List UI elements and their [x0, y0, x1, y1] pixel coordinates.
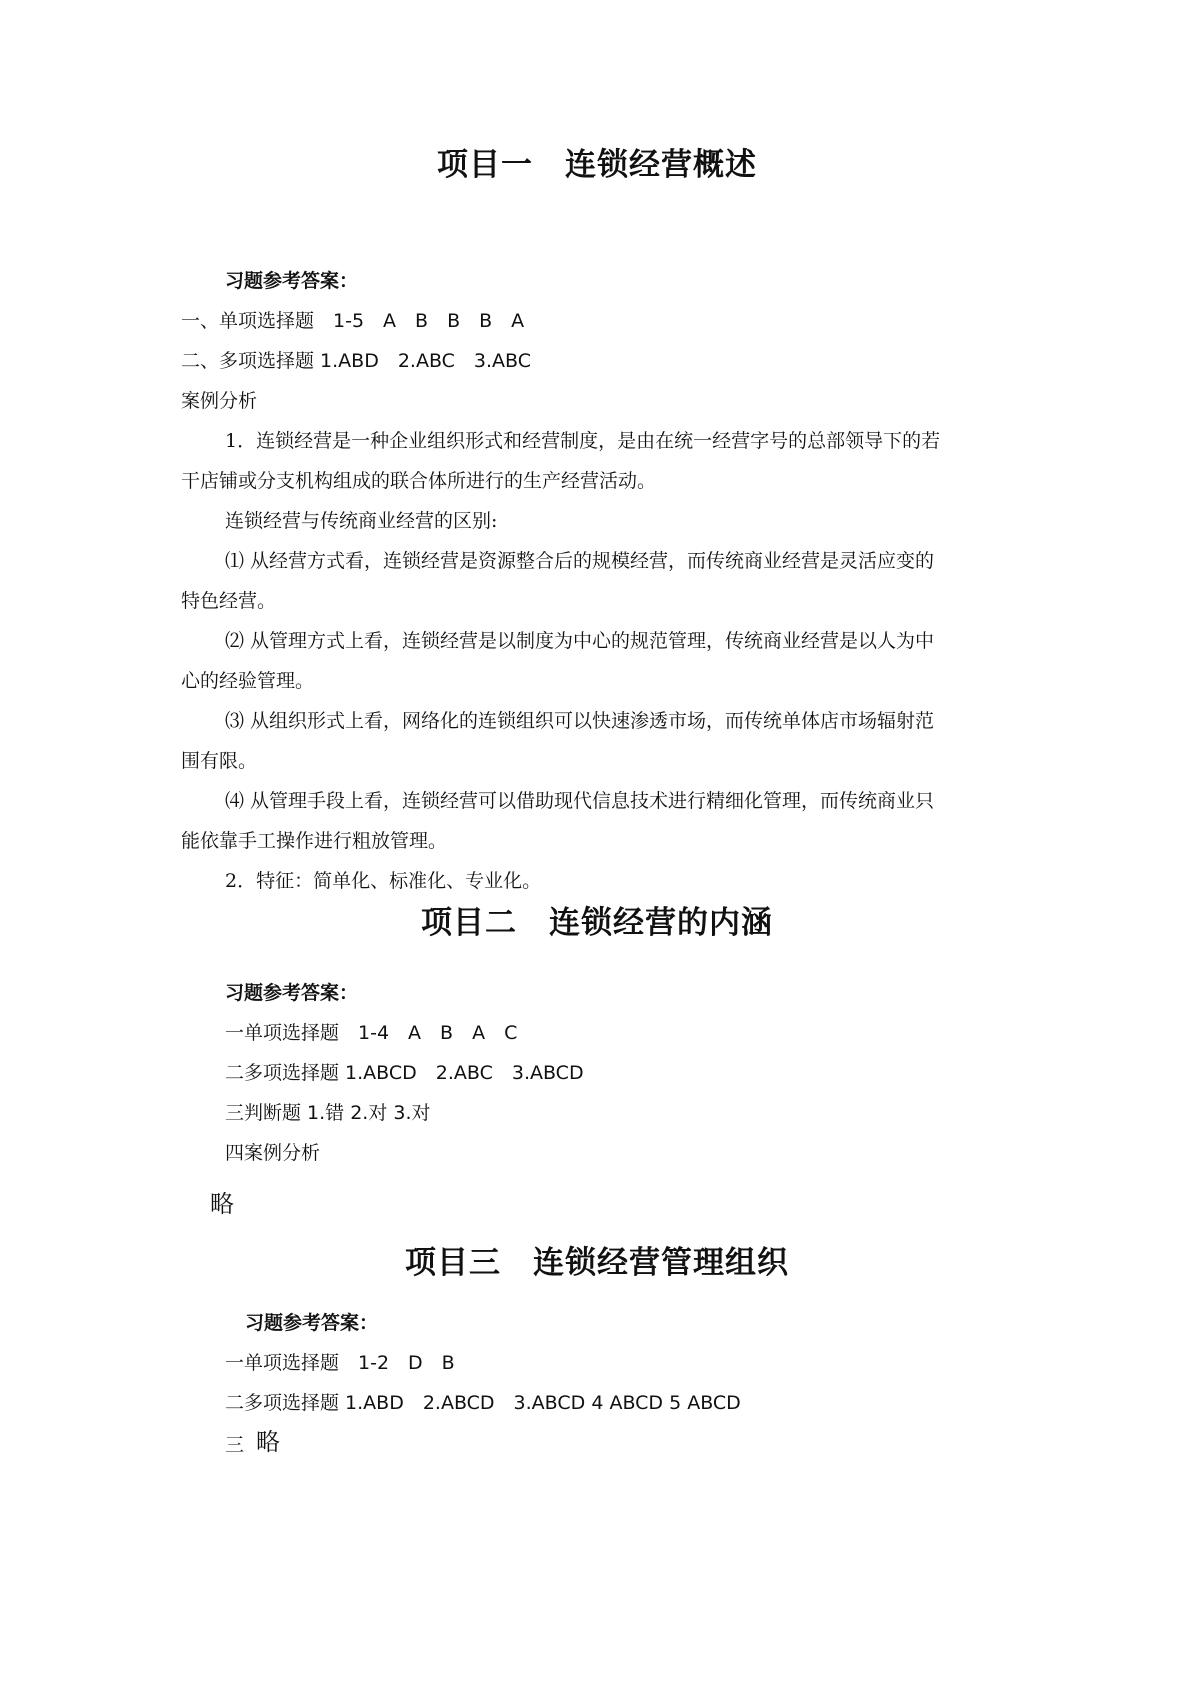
section-1-answers-heading: 习题参考答案：: [225, 270, 359, 292]
section-1-single-choice: 一、单项选择题 1-5 A B B B A: [181, 310, 525, 332]
section-1-paragraph-4-line-2: 心的经验管理。: [181, 670, 315, 692]
section-3-third-label: 三: [225, 1434, 245, 1456]
section-1-paragraph-6-line-2: 能依靠手工操作进行粗放管理。: [181, 830, 448, 852]
section-3-multi-choice: 二多项选择题 1.ABD 2.ABCD 3.ABCD 4 ABCD 5 ABCD: [225, 1392, 741, 1414]
section-2-title: 项目二 连锁经营的内涵: [421, 905, 773, 941]
section-1-title: 项目一 连锁经营概述: [437, 147, 757, 183]
section-2-omitted: 略: [210, 1190, 234, 1218]
section-2-answers-heading: 习题参考答案：: [225, 982, 359, 1004]
section-1-paragraph-5-line-2: 围有限。: [181, 750, 258, 772]
section-1-paragraph-2: 连锁经营与传统商业经营的区别:: [225, 510, 498, 532]
section-1-paragraph-7: 2．特征：简单化、标准化、专业化。: [225, 870, 542, 892]
section-3-title: 项目三 连锁经营管理组织: [405, 1245, 789, 1281]
section-2-judgement: 三判断题 1.错 2.对 3.对: [225, 1102, 431, 1124]
section-2-multi-choice: 二多项选择题 1.ABCD 2.ABC 3.ABCD: [225, 1062, 584, 1084]
section-1-paragraph-3-line-1: ⑴ 从经营方式看，连锁经营是资源整合后的规模经营，而传统商业经营是灵活应变的: [225, 550, 935, 572]
section-3-answers-heading: 习题参考答案：: [245, 1312, 379, 1334]
section-2-case-heading: 四案例分析: [225, 1142, 321, 1164]
section-1-case-heading: 案例分析: [181, 390, 258, 412]
section-1-paragraph-5-line-1: ⑶ 从组织形式上看，网络化的连锁组织可以快速渗透市场，而传统单体店市场辐射范: [225, 710, 935, 732]
section-1-paragraph-1-line-2: 干店铺或分支机构组成的联合体所进行的生产经营活动。: [181, 470, 657, 492]
section-1-paragraph-3-line-2: 特色经营。: [181, 590, 277, 612]
section-2-single-choice: 一单项选择题 1-4 A B A C: [225, 1022, 518, 1044]
section-3-omitted: 略: [256, 1428, 280, 1456]
section-1-paragraph-4-line-1: ⑵ 从管理方式上看，连锁经营是以制度为中心的规范管理，传统商业经营是以人为中: [225, 630, 935, 652]
section-1-paragraph-6-line-1: ⑷ 从管理手段上看，连锁经营可以借助现代信息技术进行精细化管理，而传统商业只: [225, 790, 935, 812]
section-1-multi-choice: 二、多项选择题 1.ABD 2.ABC 3.ABC: [181, 350, 532, 372]
section-3-single-choice: 一单项选择题 1-2 D B: [225, 1352, 455, 1374]
section-1-paragraph-1-line-1: 1．连锁经营是一种企业组织形式和经营制度，是由在统一经营字号的总部领导下的若: [225, 430, 941, 452]
